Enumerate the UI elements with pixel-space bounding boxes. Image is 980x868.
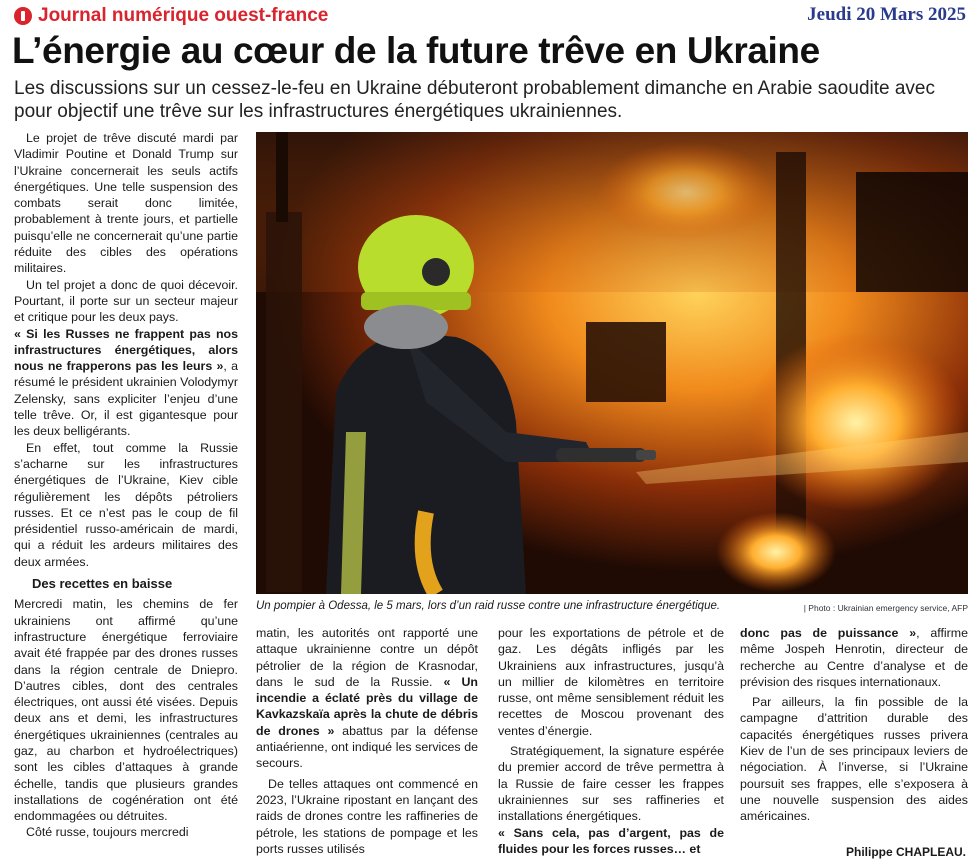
column-1 [14, 130, 238, 841]
column-4 [740, 625, 968, 825]
paragraph: Côté russe, toujours mercredi [26, 825, 189, 840]
paragraph: En effet, tout comme la Russie s’acharne sur les infrastructures énergétiques de l’Ukraine, Kiev cible régulièrement les dépôts pétroliers russes. Et ce n’est pas le coup de fil présidentiel russo-américain de mardi, qui a réduit les ardeurs militaires des deux armées. [14, 440, 238, 569]
text: , affirme même Jospeh Henrotin, directeur de recherche au Centre d’analyse et de prévision des risques internationaux. [740, 626, 968, 689]
quote: donc pas de puissance » [740, 626, 917, 640]
masthead [14, 5, 328, 27]
paragraph [740, 625, 968, 690]
quote: « Si les Russes ne frappent pas nos infrastructures énergétiques, alors nous ne frapperons pas les leurs » [14, 326, 238, 374]
author-signature: Philippe CHAPLEAU. [845, 845, 966, 859]
text: matin, les autorités ont rapporté une attaque ukrainienne contre un dépôt pétrolier de la région de Krasnodar, dans le sud de la Russie. [256, 626, 478, 689]
subheading: Des recettes en baisse [32, 576, 173, 592]
paragraph: Mercredi matin, les chemins de fer ukrainiens ont affirmé qu’une infrastructure énergétique ferroviaire avait été frappée par des drones russes dans la région centrale de Dniepro. D’autres cibles, dont des centrales électriques, ont aussi été visées. Depuis deux ans et demi, les infrastructures énergétiques ukrainiennes (centrales au gaz, au charbon et hydroélectriques) sont les cibles d’attaques à grande échelle, tandis que plusieurs grandes installations de cogénération ont été endommagées ou détruites. [14, 597, 238, 824]
paragraph: pour les exportations de pétrole et de gaz. Les dégâts infligés par les Ukrainiens aux infrastructures, jusqu’à un millier de kilomètres en territoire russe, ont même sensiblement réduit les recettes de Moscou provenant des ventes d’énergie. [498, 626, 724, 738]
column-3 [498, 625, 724, 857]
article-photo [256, 132, 968, 594]
photo-credit: | Photo : Ukrainian emergency service, AFP [803, 603, 968, 613]
quote: « Un incendie a éclaté près du village de Kavkazskaïa après la chute de débris de drones » [256, 674, 478, 738]
article-title: L’énergie au cœur de la future trêve en Ukraine [12, 30, 820, 71]
paragraph: Un tel projet a donc de quoi décevoir. Pourtant, il porte sur un secteur majeur et critique pour les deux pays. [14, 277, 238, 325]
journal-name: Journal numérique ouest-france [38, 5, 329, 26]
paragraph: De telles attaques ont commencé en 2023, l’Ukraine ripostant en lançant des raids de drones contre les raffineries de pétrole, les stations de pompage et les ports russes utilisés [256, 776, 478, 856]
paragraph-quote [498, 825, 724, 858]
article-lead: Les discussions sur un cessez-le-feu en Ukraine débuteront probablement dimanche en Arabie saoudite avec pour objectif une trêve sur les infrastructures énergétiques ukrainiennes. [14, 78, 935, 122]
publication-date: Jeudi 20 Mars 2025 [807, 4, 966, 25]
paragraph-quote [14, 326, 238, 440]
quote: « Sans cela, pas d’argent, pas de fluides pour les forces russes… et [498, 825, 724, 856]
firefighter-photo-illustration [256, 132, 968, 594]
paragraph: Le projet de trêve discuté mardi par Vladimir Poutine et Donald Trump sur l’Ukraine concernerait les seuls actifs énergétiques. Une telle suspension des combats serait donc limitée, probablement à trente jours, et partielle puisqu’elle ne concernerait qu’une partie réduite des cibles des opérations militaires. [14, 131, 238, 276]
column-2 [256, 625, 478, 857]
photo-caption: Un pompier à Odessa, le 5 mars, lors d’un raid russe contre une infrastructure énergétique. [256, 600, 721, 612]
text: abattus par la défense antiaérienne, ont indiqué les services de secours. [256, 723, 478, 771]
paragraph: Par ailleurs, la fin possible de la campagne d’attrition durable des capacités énergétiques russes privera Kiev de l’un de ses principaux leviers de négociation. À l’inverse, si l’Ukraine poursuit ses frappes, elle s’exposera à une nouvelle suspension des aides américaines. [740, 695, 968, 824]
paragraph [256, 625, 478, 772]
paragraph: Stratégiquement, la signature espérée du premier accord de trêve permettra à la Russie de faire cesser les frappes ukrainiennes sur ses raffineries et installations énergétiques. [498, 744, 724, 824]
quote-attribution: , a résumé le président ukrainien Volodymyr Zelensky, sans expliciter l’enjeu d’une telle trêve. Or, il est gigantesque pour les deux belligérants. [14, 359, 238, 439]
ouest-france-logo-icon [14, 7, 32, 25]
